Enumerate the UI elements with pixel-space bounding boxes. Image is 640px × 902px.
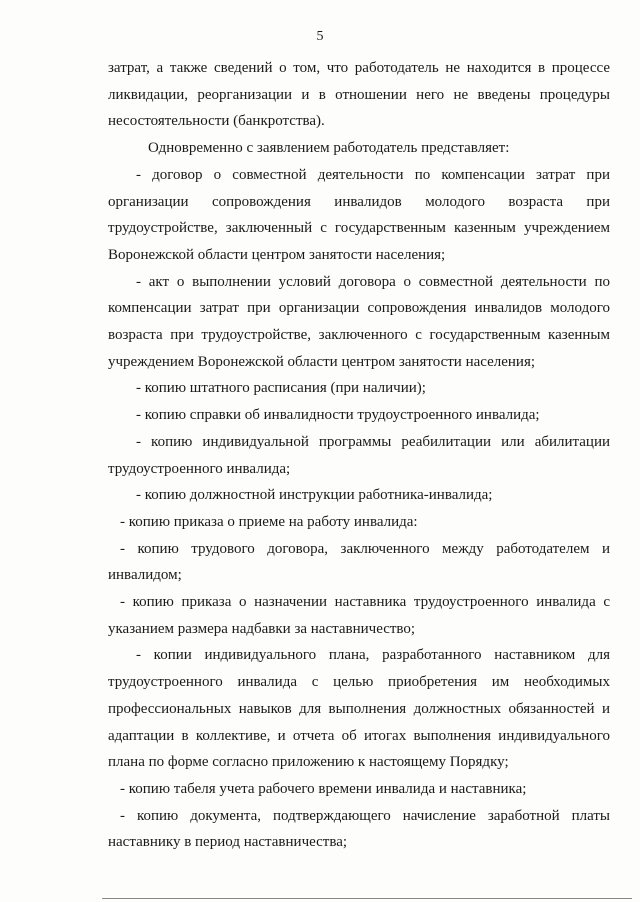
list-item-staff-schedule: - копию штатного расписания (при наличии); — [136, 380, 426, 397]
list-item-individual-plan: - копии индивидуального плана, разработанного наставником для трудоустроенного инвалида с целью приобретения им необходимых профессиональных навыков для выполнения должностных обязанностей и адаптации в коллективе, и отчета об итогах выполнения индивидуального плана по форме согласно приложению к настоящему Порядку; — [108, 647, 610, 771]
page-bottom-edge — [102, 898, 632, 899]
list-item-job-description: - копию должностной инструкции работника-инвалида; — [136, 487, 493, 504]
paragraph-continuation: затрат, а также сведений о том, что работодатель не находится в процессе ликвидации, реорганизации и в отношении него не введены процедуры несостоятельности (банкротства). — [108, 60, 610, 130]
list-item-act: - акт о выполнении условий договора о совместной деятельности по компенсации затрат при организации сопровождения инвалидов молодого возраста при трудоустройстве, заключенного с государственным казенным учреждением Воронежской области центром занятости населения; — [108, 273, 610, 370]
page-number: 5 — [316, 29, 324, 44]
paragraph-intro: Одновременно с заявлением работодатель представляет: — [148, 140, 510, 157]
list-item-employment-contract: - копию трудового договора, заключенного между работодателем и инвалидом; — [108, 540, 610, 584]
list-item-hiring-order: - копию приказа о приеме на работу инвалида: — [120, 513, 418, 530]
list-item-salary-document: - копию документа, подтверждающего начисление заработной платы наставнику в период наставничества; — [108, 807, 610, 851]
list-item-mentor-order: - копию приказа о назначении наставника трудоустроенного инвалида с указанием размера надбавки за наставничество; — [108, 594, 610, 637]
list-item-agreement: - договор о совместной деятельности по компенсации затрат при организации сопровождения инвалидов молодого возраста при трудоустройстве, заключенный с государственным казенным учреждением Воронежской области центром занятости населения; — [108, 166, 610, 263]
list-item-rehab-program: - копию индивидуальной программы реабилитации или абилитации трудоустроенного инвалида; — [108, 433, 610, 477]
document-body — [108, 55, 610, 856]
list-item-disability-certificate: - копию справки об инвалидности трудоустроенного инвалида; — [136, 407, 540, 424]
list-item-timesheet: - копию табеля учета рабочего времени инвалида и наставника; — [120, 780, 527, 797]
